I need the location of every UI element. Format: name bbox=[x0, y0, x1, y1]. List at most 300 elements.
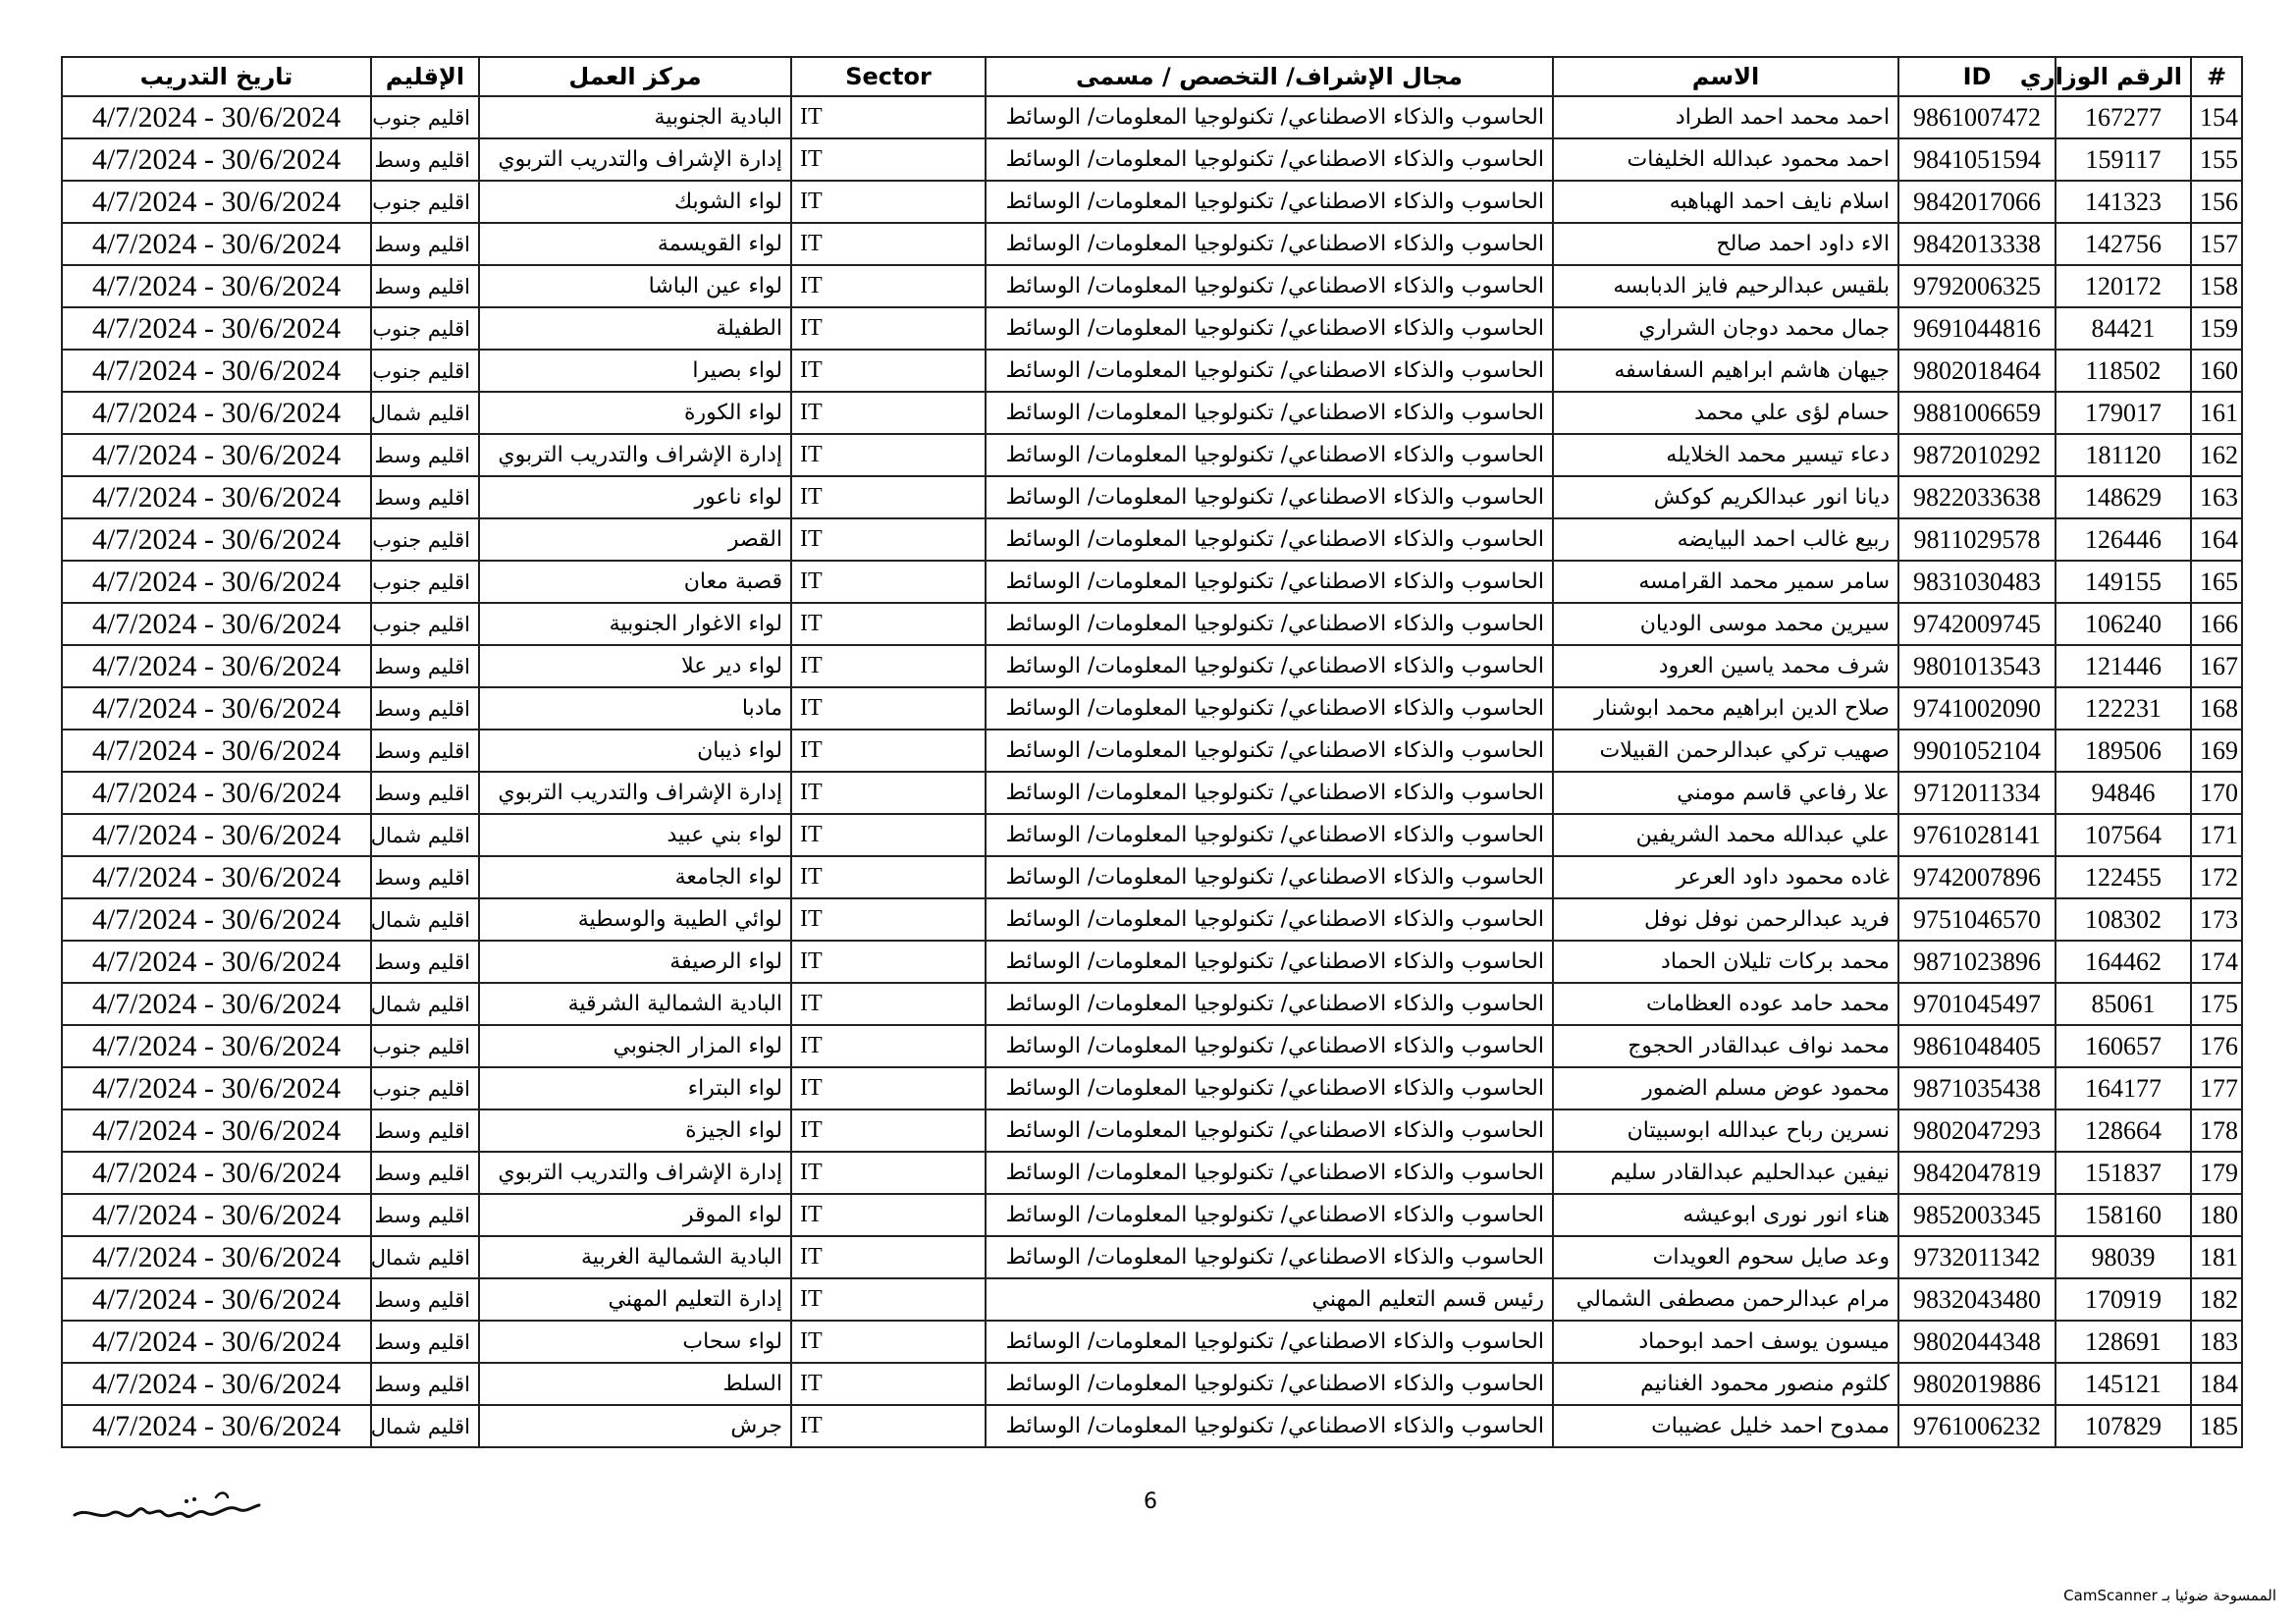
cell-sector: IT bbox=[791, 856, 986, 898]
cell-index: 176 bbox=[2191, 1025, 2242, 1067]
cell-training-date: 30/6/2024 - 4/7/2024 bbox=[62, 96, 371, 138]
cell-field: الحاسوب والذكاء الاصطناعي/ تكنولوجيا المعلومات/ الوسائط bbox=[986, 350, 1553, 392]
cell-sector: IT bbox=[791, 1152, 986, 1194]
cell-ministry-number: 85061 bbox=[2056, 983, 2191, 1025]
header-training-date: تاريخ التدريب bbox=[62, 57, 371, 96]
cell-region: اقليم وسط bbox=[371, 1152, 479, 1194]
cell-index: 179 bbox=[2191, 1152, 2242, 1194]
cell-sector: IT bbox=[791, 1109, 986, 1152]
cell-index: 170 bbox=[2191, 772, 2242, 814]
cell-field: الحاسوب والذكاء الاصطناعي/ تكنولوجيا المعلومات/ الوسائط bbox=[986, 1321, 1553, 1363]
cell-work-center: لواء الجامعة bbox=[479, 856, 791, 898]
cell-field: الحاسوب والذكاء الاصطناعي/ تكنولوجيا المعلومات/ الوسائط bbox=[986, 1194, 1553, 1236]
cell-name: علي عبدالله محمد الشريفين bbox=[1553, 814, 1898, 856]
cell-training-date: 30/6/2024 - 4/7/2024 bbox=[62, 223, 371, 265]
cell-training-date: 30/6/2024 - 4/7/2024 bbox=[62, 1405, 371, 1447]
cell-work-center: لواء دير علا bbox=[479, 645, 791, 687]
cell-region: اقليم جنوب bbox=[371, 350, 479, 392]
cell-field: الحاسوب والذكاء الاصطناعي/ تكنولوجيا المعلومات/ الوسائط bbox=[986, 856, 1553, 898]
cell-work-center: لواء البتراء bbox=[479, 1067, 791, 1109]
cell-training-date: 30/6/2024 - 4/7/2024 bbox=[62, 307, 371, 350]
cell-work-center: لواء بني عبيد bbox=[479, 814, 791, 856]
cell-name: احمد محمود عبدالله الخليفات bbox=[1553, 138, 1898, 181]
header-field: مجال الإشراف/ التخصص / مسمى bbox=[986, 57, 1553, 96]
header-ministry-number: الرقم الوزاري bbox=[2056, 57, 2191, 96]
cell-work-center: البادية الشمالية الغربية bbox=[479, 1236, 791, 1278]
cell-id: 9872010292 bbox=[1898, 434, 2056, 476]
cell-region: اقليم وسط bbox=[371, 434, 479, 476]
cell-name: سامر سمير محمد القرامسه bbox=[1553, 561, 1898, 603]
cell-id: 9841051594 bbox=[1898, 138, 2056, 181]
cell-id: 9901052104 bbox=[1898, 730, 2056, 772]
cell-work-center: لواء بصيرا bbox=[479, 350, 791, 392]
cell-ministry-number: 118502 bbox=[2056, 350, 2191, 392]
cell-training-date: 30/6/2024 - 4/7/2024 bbox=[62, 603, 371, 645]
cell-index: 178 bbox=[2191, 1109, 2242, 1152]
cell-ministry-number: 98039 bbox=[2056, 1236, 2191, 1278]
table-header-row bbox=[62, 57, 2242, 96]
cell-index: 177 bbox=[2191, 1067, 2242, 1109]
cell-work-center: قصبة معان bbox=[479, 561, 791, 603]
cell-index: 169 bbox=[2191, 730, 2242, 772]
cell-field: رئيس قسم التعليم المهني bbox=[986, 1278, 1553, 1321]
cell-training-date: 30/6/2024 - 4/7/2024 bbox=[62, 181, 371, 223]
cell-training-date: 30/6/2024 - 4/7/2024 bbox=[62, 1236, 371, 1278]
cell-field: الحاسوب والذكاء الاصطناعي/ تكنولوجيا المعلومات/ الوسائط bbox=[986, 772, 1553, 814]
cell-field: الحاسوب والذكاء الاصطناعي/ تكنولوجيا المعلومات/ الوسائط bbox=[986, 223, 1553, 265]
cell-index: 173 bbox=[2191, 898, 2242, 941]
cell-field: الحاسوب والذكاء الاصطناعي/ تكنولوجيا المعلومات/ الوسائط bbox=[986, 265, 1553, 307]
cell-ministry-number: 128664 bbox=[2056, 1109, 2191, 1152]
cell-sector: IT bbox=[791, 898, 986, 941]
table-row bbox=[62, 434, 2242, 476]
cell-sector: IT bbox=[791, 561, 986, 603]
cell-name: مرام عبدالرحمن مصطفى الشمالي bbox=[1553, 1278, 1898, 1321]
cell-work-center: لواء ناعور bbox=[479, 476, 791, 518]
cell-ministry-number: 141323 bbox=[2056, 181, 2191, 223]
cell-region: اقليم شمال bbox=[371, 1236, 479, 1278]
cell-training-date: 30/6/2024 - 4/7/2024 bbox=[62, 434, 371, 476]
cell-work-center: الطفيلة bbox=[479, 307, 791, 350]
cell-training-date: 30/6/2024 - 4/7/2024 bbox=[62, 1109, 371, 1152]
cell-training-date: 30/6/2024 - 4/7/2024 bbox=[62, 1025, 371, 1067]
cell-field: الحاسوب والذكاء الاصطناعي/ تكنولوجيا المعلومات/ الوسائط bbox=[986, 1236, 1553, 1278]
cell-name: نيفين عبدالحليم عبدالقادر سليم bbox=[1553, 1152, 1898, 1194]
cell-name: جيهان هاشم ابراهيم السفاسفه bbox=[1553, 350, 1898, 392]
cell-ministry-number: 120172 bbox=[2056, 265, 2191, 307]
cell-field: الحاسوب والذكاء الاصطناعي/ تكنولوجيا المعلومات/ الوسائط bbox=[986, 561, 1553, 603]
cell-work-center: لواء المزار الجنوبي bbox=[479, 1025, 791, 1067]
cell-field: الحاسوب والذكاء الاصطناعي/ تكنولوجيا المعلومات/ الوسائط bbox=[986, 1025, 1553, 1067]
table-row bbox=[62, 941, 2242, 983]
cell-id: 9802047293 bbox=[1898, 1109, 2056, 1152]
cell-name: محمود عوض مسلم الضمور bbox=[1553, 1067, 1898, 1109]
cell-work-center: السلط bbox=[479, 1363, 791, 1405]
cell-region: اقليم وسط bbox=[371, 772, 479, 814]
cell-sector: IT bbox=[791, 730, 986, 772]
cell-name: صلاح الدين ابراهيم محمد ابوشنار bbox=[1553, 687, 1898, 730]
cell-field: الحاسوب والذكاء الاصطناعي/ تكنولوجيا المعلومات/ الوسائط bbox=[986, 138, 1553, 181]
cell-ministry-number: 149155 bbox=[2056, 561, 2191, 603]
cell-work-center: لواء الموقر bbox=[479, 1194, 791, 1236]
cell-field: الحاسوب والذكاء الاصطناعي/ تكنولوجيا المعلومات/ الوسائط bbox=[986, 687, 1553, 730]
table-row bbox=[62, 983, 2242, 1025]
cell-field: الحاسوب والذكاء الاصطناعي/ تكنولوجيا المعلومات/ الوسائط bbox=[986, 603, 1553, 645]
cell-training-date: 30/6/2024 - 4/7/2024 bbox=[62, 983, 371, 1025]
cell-index: 167 bbox=[2191, 645, 2242, 687]
cell-ministry-number: 170919 bbox=[2056, 1278, 2191, 1321]
table-row bbox=[62, 265, 2242, 307]
table-row bbox=[62, 561, 2242, 603]
cell-sector: IT bbox=[791, 265, 986, 307]
table-row bbox=[62, 1067, 2242, 1109]
table-row bbox=[62, 1194, 2242, 1236]
cell-region: اقليم وسط bbox=[371, 730, 479, 772]
cell-region: اقليم جنوب bbox=[371, 181, 479, 223]
cell-id: 9822033638 bbox=[1898, 476, 2056, 518]
cell-id: 9741002090 bbox=[1898, 687, 2056, 730]
cell-region: اقليم جنوب bbox=[371, 307, 479, 350]
cell-training-date: 30/6/2024 - 4/7/2024 bbox=[62, 1067, 371, 1109]
cell-sector: IT bbox=[791, 96, 986, 138]
cell-sector: IT bbox=[791, 1067, 986, 1109]
page-number: 6 bbox=[1144, 1489, 1157, 1514]
cell-name: ربيع غالب احمد البيايضه bbox=[1553, 518, 1898, 561]
cell-field: الحاسوب والذكاء الاصطناعي/ تكنولوجيا المعلومات/ الوسائط bbox=[986, 307, 1553, 350]
cell-ministry-number: 121446 bbox=[2056, 645, 2191, 687]
cell-index: 166 bbox=[2191, 603, 2242, 645]
cell-work-center: إدارة الإشراف والتدريب التربوي bbox=[479, 1152, 791, 1194]
cell-field: الحاسوب والذكاء الاصطناعي/ تكنولوجيا المعلومات/ الوسائط bbox=[986, 730, 1553, 772]
cell-training-date: 30/6/2024 - 4/7/2024 bbox=[62, 1363, 371, 1405]
table-row bbox=[62, 138, 2242, 181]
cell-id: 9801013543 bbox=[1898, 645, 2056, 687]
cell-ministry-number: 164462 bbox=[2056, 941, 2191, 983]
cell-work-center: لواء الجيزة bbox=[479, 1109, 791, 1152]
cell-field: الحاسوب والذكاء الاصطناعي/ تكنولوجيا المعلومات/ الوسائط bbox=[986, 518, 1553, 561]
cell-training-date: 30/6/2024 - 4/7/2024 bbox=[62, 730, 371, 772]
cell-name: بلقيس عبدالرحيم فايز الدبابسه bbox=[1553, 265, 1898, 307]
cell-sector: IT bbox=[791, 603, 986, 645]
cell-ministry-number: 164177 bbox=[2056, 1067, 2191, 1109]
cell-id: 9712011334 bbox=[1898, 772, 2056, 814]
cell-name: الاء داود احمد صالح bbox=[1553, 223, 1898, 265]
cell-name: دعاء تيسير محمد الخلايله bbox=[1553, 434, 1898, 476]
cell-sector: IT bbox=[791, 645, 986, 687]
cell-name: ممدوح احمد خليل عضيبات bbox=[1553, 1405, 1898, 1447]
cell-ministry-number: 151837 bbox=[2056, 1152, 2191, 1194]
training-roster-table bbox=[61, 56, 2243, 1448]
cell-training-date: 30/6/2024 - 4/7/2024 bbox=[62, 265, 371, 307]
cell-region: اقليم جنوب bbox=[371, 518, 479, 561]
cell-sector: IT bbox=[791, 138, 986, 181]
cell-sector: IT bbox=[791, 476, 986, 518]
cell-sector: IT bbox=[791, 1025, 986, 1067]
cell-index: 180 bbox=[2191, 1194, 2242, 1236]
cell-sector: IT bbox=[791, 434, 986, 476]
cell-sector: IT bbox=[791, 687, 986, 730]
cell-training-date: 30/6/2024 - 4/7/2024 bbox=[62, 1321, 371, 1363]
cell-sector: IT bbox=[791, 1405, 986, 1447]
cell-id: 9761006232 bbox=[1898, 1405, 2056, 1447]
cell-id: 9861007472 bbox=[1898, 96, 2056, 138]
cell-region: اقليم وسط bbox=[371, 1278, 479, 1321]
cell-field: الحاسوب والذكاء الاصطناعي/ تكنولوجيا المعلومات/ الوسائط bbox=[986, 392, 1553, 434]
cell-field: الحاسوب والذكاء الاصطناعي/ تكنولوجيا المعلومات/ الوسائط bbox=[986, 96, 1553, 138]
cell-work-center: لواء الكورة bbox=[479, 392, 791, 434]
cell-index: 158 bbox=[2191, 265, 2242, 307]
cell-name: جمال محمد دوجان الشراري bbox=[1553, 307, 1898, 350]
header-sector: Sector bbox=[791, 57, 986, 96]
cell-work-center: إدارة الإشراف والتدريب التربوي bbox=[479, 138, 791, 181]
table-row bbox=[62, 181, 2242, 223]
cell-training-date: 30/6/2024 - 4/7/2024 bbox=[62, 1152, 371, 1194]
cell-sector: IT bbox=[791, 941, 986, 983]
cell-ministry-number: 148629 bbox=[2056, 476, 2191, 518]
header-work-center: مركز العمل bbox=[479, 57, 791, 96]
cell-id: 9861048405 bbox=[1898, 1025, 2056, 1067]
cell-name: حسام لؤى علي محمد bbox=[1553, 392, 1898, 434]
header-id: ID bbox=[1898, 57, 2056, 96]
header-name: الاسم bbox=[1553, 57, 1898, 96]
cell-id: 9802044348 bbox=[1898, 1321, 2056, 1363]
cell-id: 9852003345 bbox=[1898, 1194, 2056, 1236]
cell-work-center: لواء عين الباشا bbox=[479, 265, 791, 307]
cell-name: سيرين محمد موسى الوديان bbox=[1553, 603, 1898, 645]
cell-region: اقليم جنوب bbox=[371, 1025, 479, 1067]
cell-region: اقليم وسط bbox=[371, 1194, 479, 1236]
cell-region: اقليم وسط bbox=[371, 645, 479, 687]
cell-index: 162 bbox=[2191, 434, 2242, 476]
cell-ministry-number: 106240 bbox=[2056, 603, 2191, 645]
cell-id: 9732011342 bbox=[1898, 1236, 2056, 1278]
cell-sector: IT bbox=[791, 1363, 986, 1405]
cell-field: الحاسوب والذكاء الاصطناعي/ تكنولوجيا المعلومات/ الوسائط bbox=[986, 434, 1553, 476]
cell-ministry-number: 107829 bbox=[2056, 1405, 2191, 1447]
cell-field: الحاسوب والذكاء الاصطناعي/ تكنولوجيا المعلومات/ الوسائط bbox=[986, 1152, 1553, 1194]
cell-index: 160 bbox=[2191, 350, 2242, 392]
cell-field: الحاسوب والذكاء الاصطناعي/ تكنولوجيا المعلومات/ الوسائط bbox=[986, 1067, 1553, 1109]
cell-sector: IT bbox=[791, 1278, 986, 1321]
cell-index: 171 bbox=[2191, 814, 2242, 856]
cell-id: 9761028141 bbox=[1898, 814, 2056, 856]
cell-index: 185 bbox=[2191, 1405, 2242, 1447]
cell-training-date: 30/6/2024 - 4/7/2024 bbox=[62, 138, 371, 181]
scanner-watermark: الممسوحة ضوئيا بـ CamScanner bbox=[2063, 1587, 2276, 1604]
cell-field: الحاسوب والذكاء الاصطناعي/ تكنولوجيا المعلومات/ الوسائط bbox=[986, 1109, 1553, 1152]
cell-id: 9832043480 bbox=[1898, 1278, 2056, 1321]
cell-field: الحاسوب والذكاء الاصطناعي/ تكنولوجيا المعلومات/ الوسائط bbox=[986, 181, 1553, 223]
cell-sector: IT bbox=[791, 1321, 986, 1363]
cell-ministry-number: 179017 bbox=[2056, 392, 2191, 434]
cell-region: اقليم شمال bbox=[371, 983, 479, 1025]
cell-sector: IT bbox=[791, 392, 986, 434]
cell-region: اقليم جنوب bbox=[371, 1067, 479, 1109]
table-body bbox=[62, 96, 2242, 1447]
header-index: # bbox=[2191, 57, 2242, 96]
cell-work-center: لواء الرصيفة bbox=[479, 941, 791, 983]
cell-name: ميسون يوسف احمد ابوحماد bbox=[1553, 1321, 1898, 1363]
cell-training-date: 30/6/2024 - 4/7/2024 bbox=[62, 1278, 371, 1321]
cell-region: اقليم وسط bbox=[371, 1321, 479, 1363]
cell-index: 172 bbox=[2191, 856, 2242, 898]
cell-region: اقليم شمال bbox=[371, 898, 479, 941]
cell-sector: IT bbox=[791, 772, 986, 814]
cell-training-date: 30/6/2024 - 4/7/2024 bbox=[62, 772, 371, 814]
cell-field: الحاسوب والذكاء الاصطناعي/ تكنولوجيا المعلومات/ الوسائط bbox=[986, 1363, 1553, 1405]
cell-ministry-number: 122455 bbox=[2056, 856, 2191, 898]
cell-region: اقليم جنوب bbox=[371, 603, 479, 645]
cell-field: الحاسوب والذكاء الاصطناعي/ تكنولوجيا المعلومات/ الوسائط bbox=[986, 898, 1553, 941]
table-row bbox=[62, 645, 2242, 687]
cell-region: اقليم وسط bbox=[371, 223, 479, 265]
cell-index: 183 bbox=[2191, 1321, 2242, 1363]
table-row bbox=[62, 814, 2242, 856]
cell-training-date: 30/6/2024 - 4/7/2024 bbox=[62, 898, 371, 941]
cell-sector: IT bbox=[791, 518, 986, 561]
table-row bbox=[62, 1236, 2242, 1278]
cell-field: الحاسوب والذكاء الاصطناعي/ تكنولوجيا المعلومات/ الوسائط bbox=[986, 941, 1553, 983]
cell-index: 156 bbox=[2191, 181, 2242, 223]
cell-ministry-number: 108302 bbox=[2056, 898, 2191, 941]
cell-sector: IT bbox=[791, 983, 986, 1025]
cell-ministry-number: 158160 bbox=[2056, 1194, 2191, 1236]
table-row bbox=[62, 1321, 2242, 1363]
cell-ministry-number: 189506 bbox=[2056, 730, 2191, 772]
cell-work-center: لواء ذيبان bbox=[479, 730, 791, 772]
cell-training-date: 30/6/2024 - 4/7/2024 bbox=[62, 561, 371, 603]
cell-work-center: جرش bbox=[479, 1405, 791, 1447]
cell-id: 9742009745 bbox=[1898, 603, 2056, 645]
table-row bbox=[62, 603, 2242, 645]
cell-ministry-number: 107564 bbox=[2056, 814, 2191, 856]
cell-sector: IT bbox=[791, 1194, 986, 1236]
signature bbox=[69, 1478, 265, 1537]
table-row bbox=[62, 687, 2242, 730]
cell-region: اقليم وسط bbox=[371, 476, 479, 518]
cell-sector: IT bbox=[791, 223, 986, 265]
cell-id: 9871023896 bbox=[1898, 941, 2056, 983]
table-row bbox=[62, 1025, 2242, 1067]
cell-training-date: 30/6/2024 - 4/7/2024 bbox=[62, 392, 371, 434]
cell-id: 9742007896 bbox=[1898, 856, 2056, 898]
cell-index: 157 bbox=[2191, 223, 2242, 265]
cell-field: الحاسوب والذكاء الاصطناعي/ تكنولوجيا المعلومات/ الوسائط bbox=[986, 476, 1553, 518]
cell-training-date: 30/6/2024 - 4/7/2024 bbox=[62, 941, 371, 983]
table-row bbox=[62, 1109, 2242, 1152]
cell-ministry-number: 84421 bbox=[2056, 307, 2191, 350]
cell-name: محمد نواف عبدالقادر الحجوج bbox=[1553, 1025, 1898, 1067]
cell-field: الحاسوب والذكاء الاصطناعي/ تكنولوجيا المعلومات/ الوسائط bbox=[986, 814, 1553, 856]
cell-work-center: لوائي الطيبة والوسطية bbox=[479, 898, 791, 941]
cell-training-date: 30/6/2024 - 4/7/2024 bbox=[62, 645, 371, 687]
cell-id: 9691044816 bbox=[1898, 307, 2056, 350]
table-row bbox=[62, 1405, 2242, 1447]
cell-name: وعد صايل سحوم العويدات bbox=[1553, 1236, 1898, 1278]
cell-index: 181 bbox=[2191, 1236, 2242, 1278]
cell-id: 9842013338 bbox=[1898, 223, 2056, 265]
cell-id: 9701045497 bbox=[1898, 983, 2056, 1025]
cell-name: هناء انور نورى ابوعيشه bbox=[1553, 1194, 1898, 1236]
cell-name: محمد حامد عوده العظامات bbox=[1553, 983, 1898, 1025]
table-row bbox=[62, 307, 2242, 350]
cell-id: 9751046570 bbox=[1898, 898, 2056, 941]
cell-region: اقليم جنوب bbox=[371, 96, 479, 138]
cell-index: 168 bbox=[2191, 687, 2242, 730]
cell-work-center: مادبا bbox=[479, 687, 791, 730]
cell-field: الحاسوب والذكاء الاصطناعي/ تكنولوجيا المعلومات/ الوسائط bbox=[986, 645, 1553, 687]
cell-name: اسلام نايف احمد الهباهبه bbox=[1553, 181, 1898, 223]
cell-ministry-number: 167277 bbox=[2056, 96, 2191, 138]
cell-sector: IT bbox=[791, 814, 986, 856]
cell-work-center: البادية الشمالية الشرقية bbox=[479, 983, 791, 1025]
table-row bbox=[62, 856, 2242, 898]
cell-field: الحاسوب والذكاء الاصطناعي/ تكنولوجيا المعلومات/ الوسائط bbox=[986, 1405, 1553, 1447]
cell-region: اقليم وسط bbox=[371, 1109, 479, 1152]
table-row bbox=[62, 350, 2242, 392]
cell-index: 182 bbox=[2191, 1278, 2242, 1321]
cell-work-center: لواء القويسمة bbox=[479, 223, 791, 265]
cell-name: محمد بركات تليلان الحماد bbox=[1553, 941, 1898, 983]
cell-region: اقليم وسط bbox=[371, 1363, 479, 1405]
cell-region: اقليم وسط bbox=[371, 856, 479, 898]
table-row bbox=[62, 1152, 2242, 1194]
cell-field: الحاسوب والذكاء الاصطناعي/ تكنولوجيا المعلومات/ الوسائط bbox=[986, 983, 1553, 1025]
header-region: الإقليم bbox=[371, 57, 479, 96]
cell-region: اقليم جنوب bbox=[371, 561, 479, 603]
table-row bbox=[62, 96, 2242, 138]
cell-index: 184 bbox=[2191, 1363, 2242, 1405]
cell-region: اقليم وسط bbox=[371, 138, 479, 181]
cell-ministry-number: 159117 bbox=[2056, 138, 2191, 181]
cell-id: 9802018464 bbox=[1898, 350, 2056, 392]
cell-training-date: 30/6/2024 - 4/7/2024 bbox=[62, 687, 371, 730]
cell-work-center: لواء الاغوار الجنوبية bbox=[479, 603, 791, 645]
cell-id: 9802019886 bbox=[1898, 1363, 2056, 1405]
cell-work-center: إدارة التعليم المهني bbox=[479, 1278, 791, 1321]
table-row bbox=[62, 518, 2242, 561]
table-row bbox=[62, 730, 2242, 772]
cell-name: احمد محمد احمد الطراد bbox=[1553, 96, 1898, 138]
table-row bbox=[62, 1278, 2242, 1321]
cell-id: 9792006325 bbox=[1898, 265, 2056, 307]
cell-training-date: 30/6/2024 - 4/7/2024 bbox=[62, 476, 371, 518]
cell-training-date: 30/6/2024 - 4/7/2024 bbox=[62, 350, 371, 392]
cell-name: كلثوم منصور محمود الغنانيم bbox=[1553, 1363, 1898, 1405]
table-row bbox=[62, 1363, 2242, 1405]
cell-index: 175 bbox=[2191, 983, 2242, 1025]
cell-ministry-number: 126446 bbox=[2056, 518, 2191, 561]
cell-ministry-number: 145121 bbox=[2056, 1363, 2191, 1405]
cell-index: 174 bbox=[2191, 941, 2242, 983]
cell-index: 159 bbox=[2191, 307, 2242, 350]
cell-id: 9881006659 bbox=[1898, 392, 2056, 434]
cell-work-center: إدارة الإشراف والتدريب التربوي bbox=[479, 772, 791, 814]
cell-region: اقليم شمال bbox=[371, 814, 479, 856]
cell-ministry-number: 94846 bbox=[2056, 772, 2191, 814]
cell-sector: IT bbox=[791, 350, 986, 392]
cell-index: 154 bbox=[2191, 96, 2242, 138]
cell-work-center: القصر bbox=[479, 518, 791, 561]
cell-name: فريد عبدالرحمن نوفل نوفل bbox=[1553, 898, 1898, 941]
cell-ministry-number: 128691 bbox=[2056, 1321, 2191, 1363]
table-row bbox=[62, 392, 2242, 434]
cell-id: 9871035438 bbox=[1898, 1067, 2056, 1109]
cell-region: اقليم شمال bbox=[371, 1405, 479, 1447]
cell-training-date: 30/6/2024 - 4/7/2024 bbox=[62, 814, 371, 856]
cell-region: اقليم شمال bbox=[371, 392, 479, 434]
table-row bbox=[62, 898, 2242, 941]
